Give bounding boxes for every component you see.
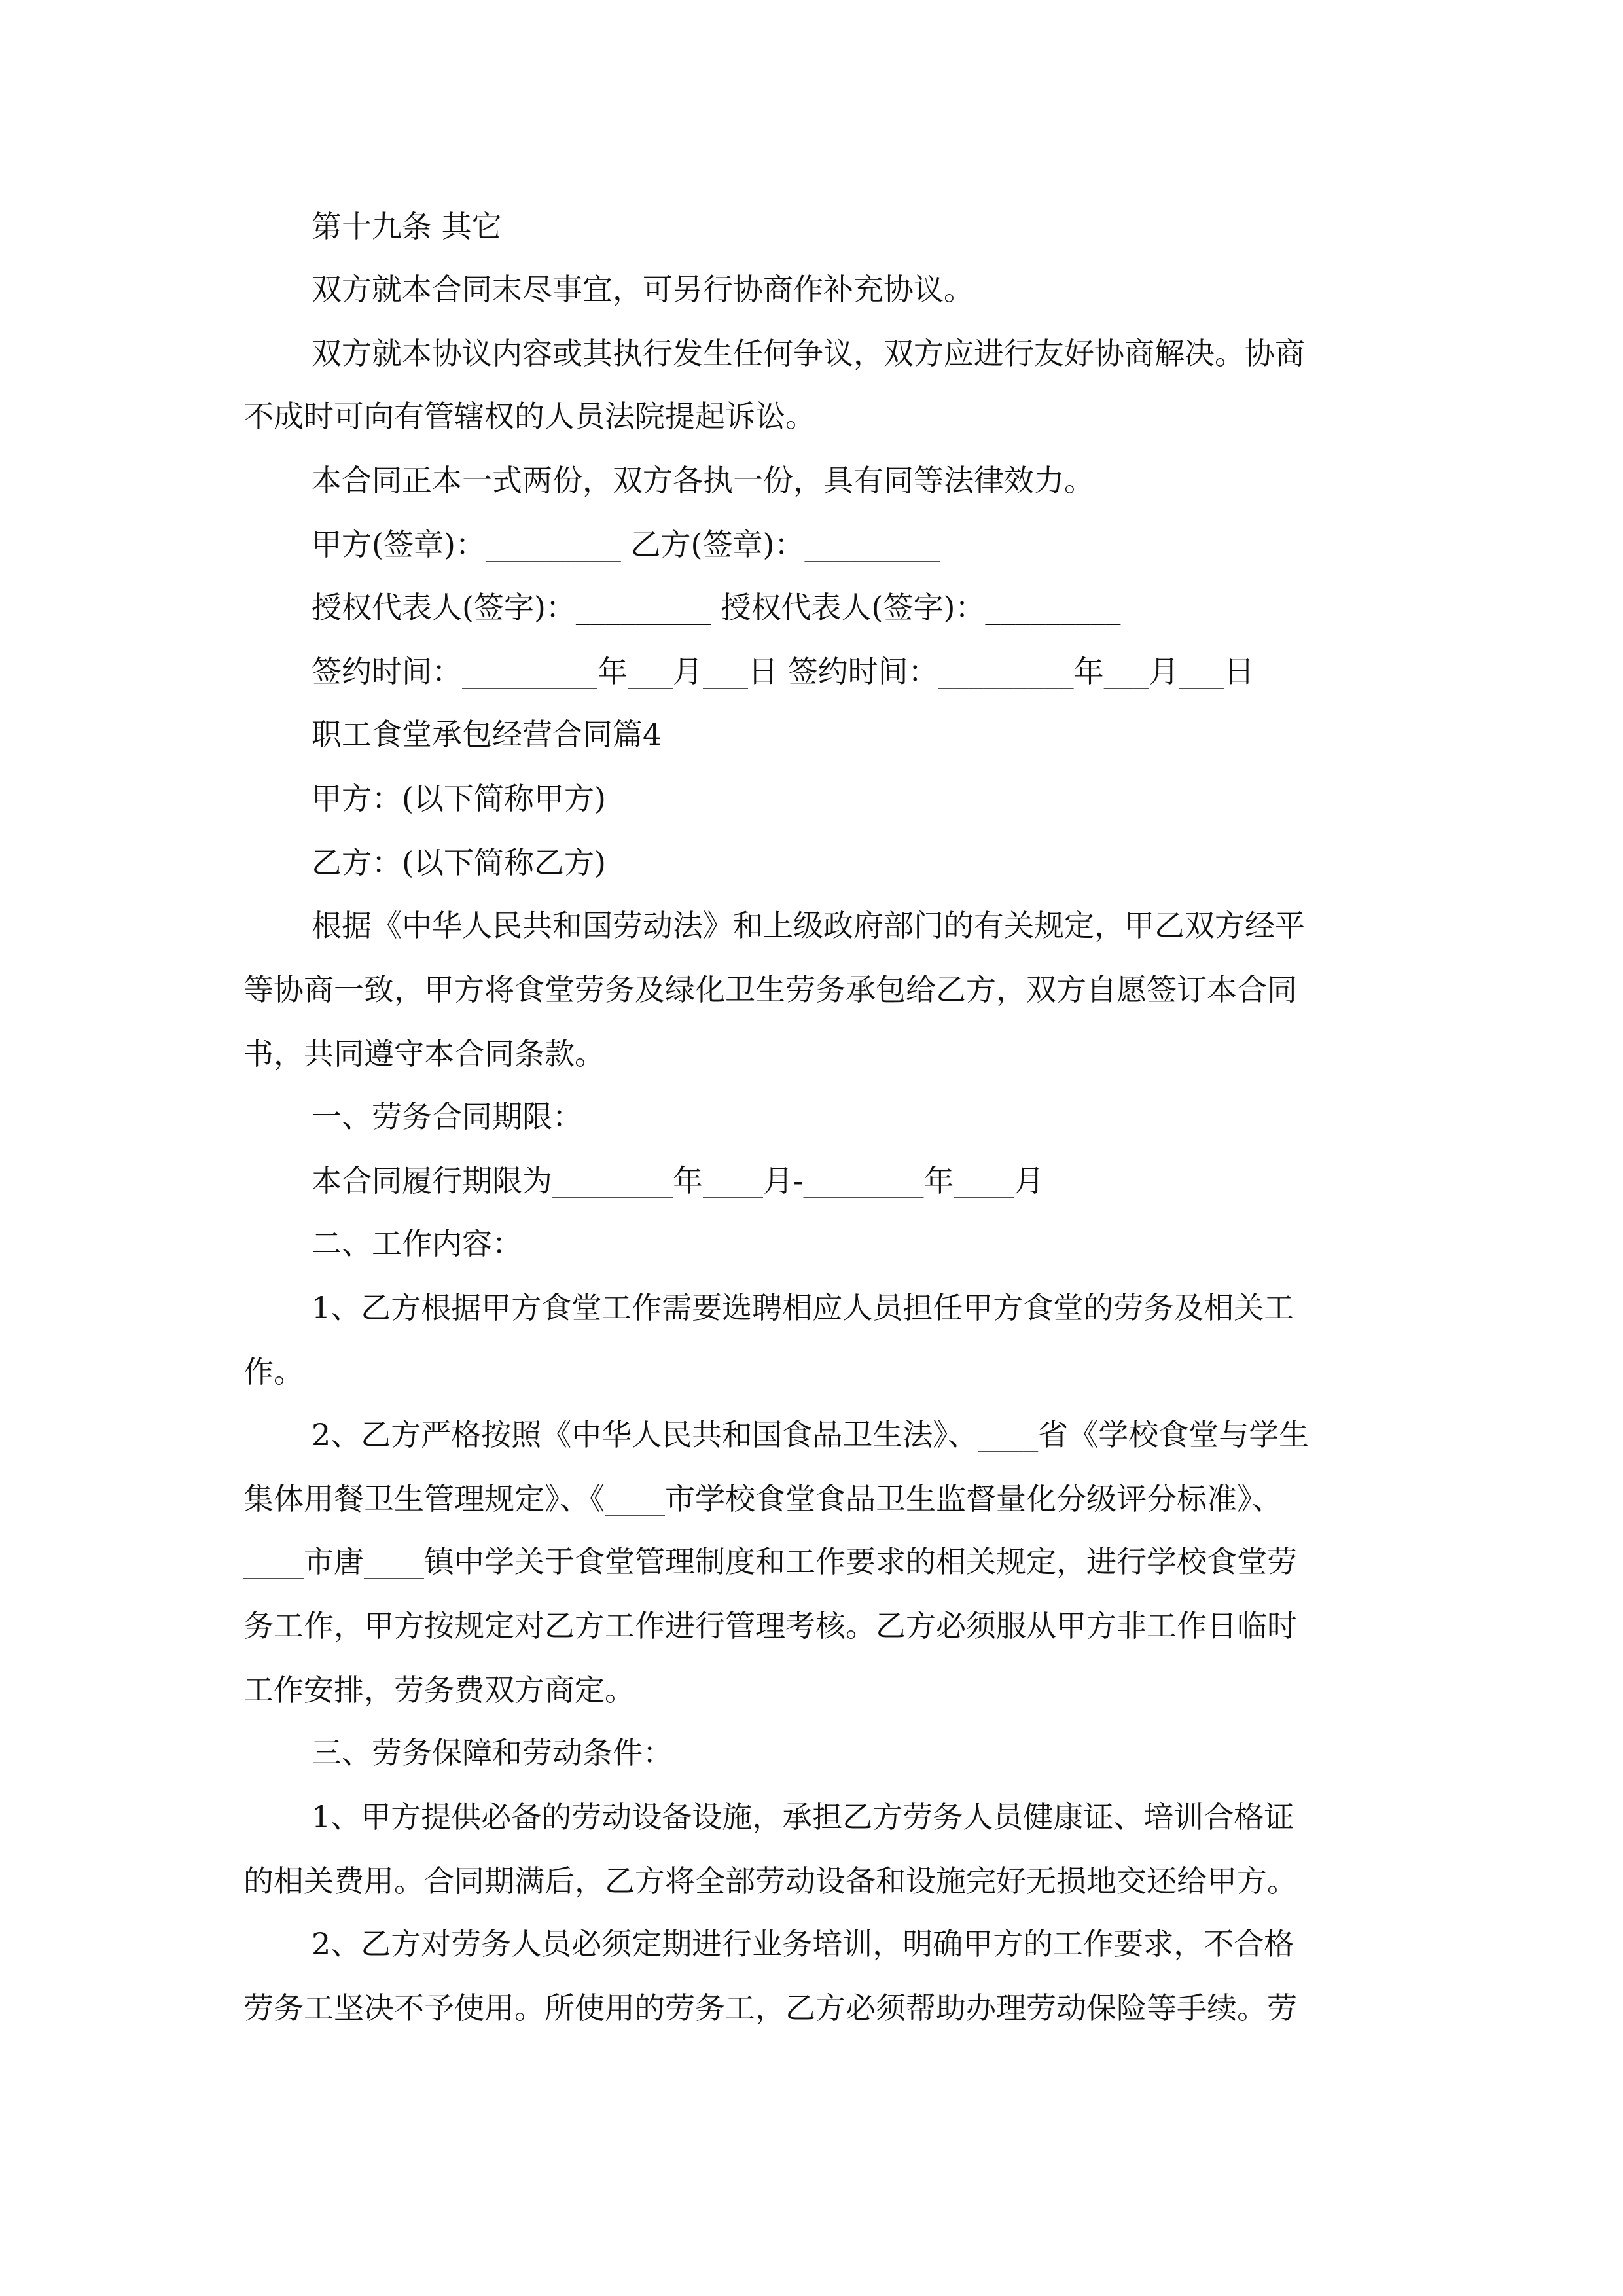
article-19-heading: 第十九条 其它 bbox=[312, 209, 502, 244]
clause-3-1-line2: 的相关费用。合同期满后，乙方将全部劳动设备和设施完好无损地交还给甲方。 bbox=[243, 1863, 1297, 1899]
signature-representatives-line: 授权代表人(签字)：_________ 授权代表人(签字)：_________ bbox=[312, 590, 1121, 625]
clause-2-2-line2: 集体用餐卫生管理规定》、《____市学校食堂食品卫生监督量化分级评分标准》、 bbox=[243, 1481, 1282, 1516]
section-3-heading: 三、劳务保障和劳动条件： bbox=[312, 1735, 673, 1770]
party-a-line: 甲方：(以下简称甲方) bbox=[312, 781, 606, 816]
contract-title: 职工食堂承包经营合同篇4 bbox=[312, 717, 662, 752]
section-1-heading: 一、劳务合同期限： bbox=[312, 1099, 582, 1134]
signature-parties-line: 甲方(签章)：_________ 乙方(签章)：_________ bbox=[312, 527, 940, 562]
preamble-line3: 书，共同遵守本合同条款。 bbox=[243, 1036, 605, 1071]
paragraph-copies: 本合同正本一式两份，双方各执一份，具有同等法律效力。 bbox=[312, 463, 1094, 498]
clause-2-2-line1: 2、乙方严格按照《中华人民共和国食品卫生法》、____省《学校食堂与学生 bbox=[312, 1417, 1310, 1452]
contract-term-line: 本合同履行期限为________年____月-________年____月 bbox=[312, 1163, 1044, 1198]
clause-3-1-line1: 1、甲方提供必备的劳动设备设施，承担乙方劳务人员健康证、培训合格证 bbox=[312, 1799, 1294, 1835]
section-2-heading: 二、工作内容： bbox=[312, 1226, 522, 1261]
preamble-line2: 等协商一致，甲方将食堂劳务及绿化卫生劳务承包给乙方，双方自愿签订本合同 bbox=[243, 972, 1297, 1007]
clause-2-1-line1: 1、乙方根据甲方食堂工作需要选聘相应人员担任甲方食堂的劳务及相关工 bbox=[312, 1290, 1294, 1325]
clause-3-2-line2: 劳务工坚决不予使用。所使用的劳务工，乙方必须帮助办理劳动保险等手续。劳 bbox=[243, 1990, 1297, 2026]
signing-date-line: 签约时间：_________年___月___日 签约时间：_________年___月___日 bbox=[312, 654, 1255, 689]
clause-2-2-line4: 务工作，甲方按规定对乙方工作进行管理考核。乙方必须服从甲方非工作日临时 bbox=[243, 1608, 1297, 1643]
paragraph-dispute-line2: 不成时可向有管辖权的人员法院提起诉讼。 bbox=[243, 399, 815, 434]
party-b-line: 乙方：(以下简称乙方) bbox=[312, 845, 606, 880]
paragraph-dispute-line1: 双方就本协议内容或其执行发生任何争议，双方应进行友好协商解决。协商 bbox=[312, 336, 1305, 371]
paragraph-supplement: 双方就本合同末尽事宜，可另行协商作补充协议。 bbox=[312, 272, 974, 307]
clause-2-1-line2: 作。 bbox=[243, 1354, 304, 1390]
preamble-line1: 根据《中华人民共和国劳动法》和上级政府部门的有关规定，甲乙双方经平 bbox=[312, 908, 1305, 943]
clause-3-2-line1: 2、乙方对劳务人员必须定期进行业务培训，明确甲方的工作要求，不合格 bbox=[312, 1926, 1294, 1962]
clause-2-2-line5: 工作安排，劳务费双方商定。 bbox=[243, 1672, 635, 1708]
clause-2-2-line3: ____市唐____镇中学关于食堂管理制度和工作要求的相关规定，进行学校食堂劳 bbox=[243, 1544, 1297, 1579]
